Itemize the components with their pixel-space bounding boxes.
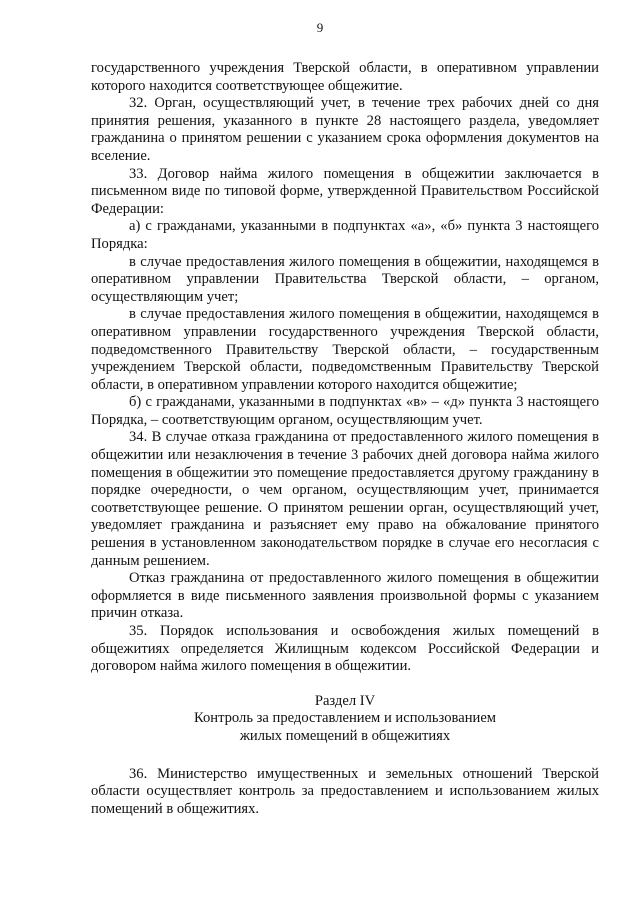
paragraph-34: 34. В случае отказа гражданина от предоставленного жилого помещения в общежитии или незаключения в течение 3 рабочих дней договора найма жилого помещения в общежитии это помещение предоставляется другому гражданину в порядке очередности, о чем органом, осуществляющим учет, принимается соответствующее решение. О принятом решении орган, осуществляющий учет, уведомляет гражданина и разъясняет ему право на обжалование принятого решения в установленном законодательством порядке в случае его несогласия с данным решением.	[91, 429, 599, 569]
paragraph-35: 35. Порядок использования и освобождения жилых помещений в общежитиях определяется Жилищным кодексом Российской Федерации и договором найма жилого помещения в общежитии.	[91, 623, 599, 675]
section-title-line-2: жилых помещений в общежитиях	[239, 727, 451, 744]
paragraph-32: 32. Орган, осуществляющий учет, в течение трех рабочих дней со дня принятия решения, указанного в пункте 28 настоящего раздела, уведомляет гражданина о принятом решении с указанием срока оформления документов на вселение.	[91, 95, 599, 164]
paragraph-33: 33. Договор найма жилого помещения в общежитии заключается в письменном виде по типовой форме, утвержденной Правительством Российской Федерации:	[91, 165, 599, 217]
document-body	[91, 60, 599, 818]
paragraph-33-b: б) с гражданами, указанными в подпунктах «в» – «д» пункта 3 настоящего Порядка, – соответствующим органом, осуществляющим учет.	[91, 394, 599, 428]
paragraph-33-a: а) с гражданами, указанными в подпунктах «а», «б» пункта 3 настоящего Порядка:	[91, 218, 599, 252]
section-title-line-1: Контроль за предоставлением и использованием	[193, 710, 497, 727]
spacer	[91, 746, 599, 766]
page-number: 9	[316, 20, 324, 35]
paragraph-33-a-case-2: в случае предоставления жилого помещения в общежитии, находящемся в оперативном управлении государственного учреждения Тверской области, подведомственного Правительству Тверской области, – государственным учреждением Тверской области, подведомственным Правительству Тверской области, в оперативном управлении которого находится общежитие;	[91, 306, 599, 393]
spacer	[91, 676, 599, 693]
paragraph-34-refusal: Отказ гражданина от предоставленного жилого помещения в общежитии оформляется в виде письменного заявления произвольной формы с указанием причин отказа.	[91, 570, 599, 622]
paragraph-36: 36. Министерство имущественных и земельных отношений Тверской области осуществляет контроль за предоставлением и использованием жилых помещений в общежитиях.	[91, 765, 599, 817]
paragraph-continuation: государственного учреждения Тверской области, в оперативном управлении которого находится соответствующее общежитие.	[91, 60, 599, 94]
section-number: Раздел IV	[314, 692, 376, 709]
paragraph-33-a-case-1: в случае предоставления жилого помещения в общежитии, находящемся в оперативном управлении Правительства Тверской области, – органом, осуществляющим учет;	[91, 253, 599, 305]
